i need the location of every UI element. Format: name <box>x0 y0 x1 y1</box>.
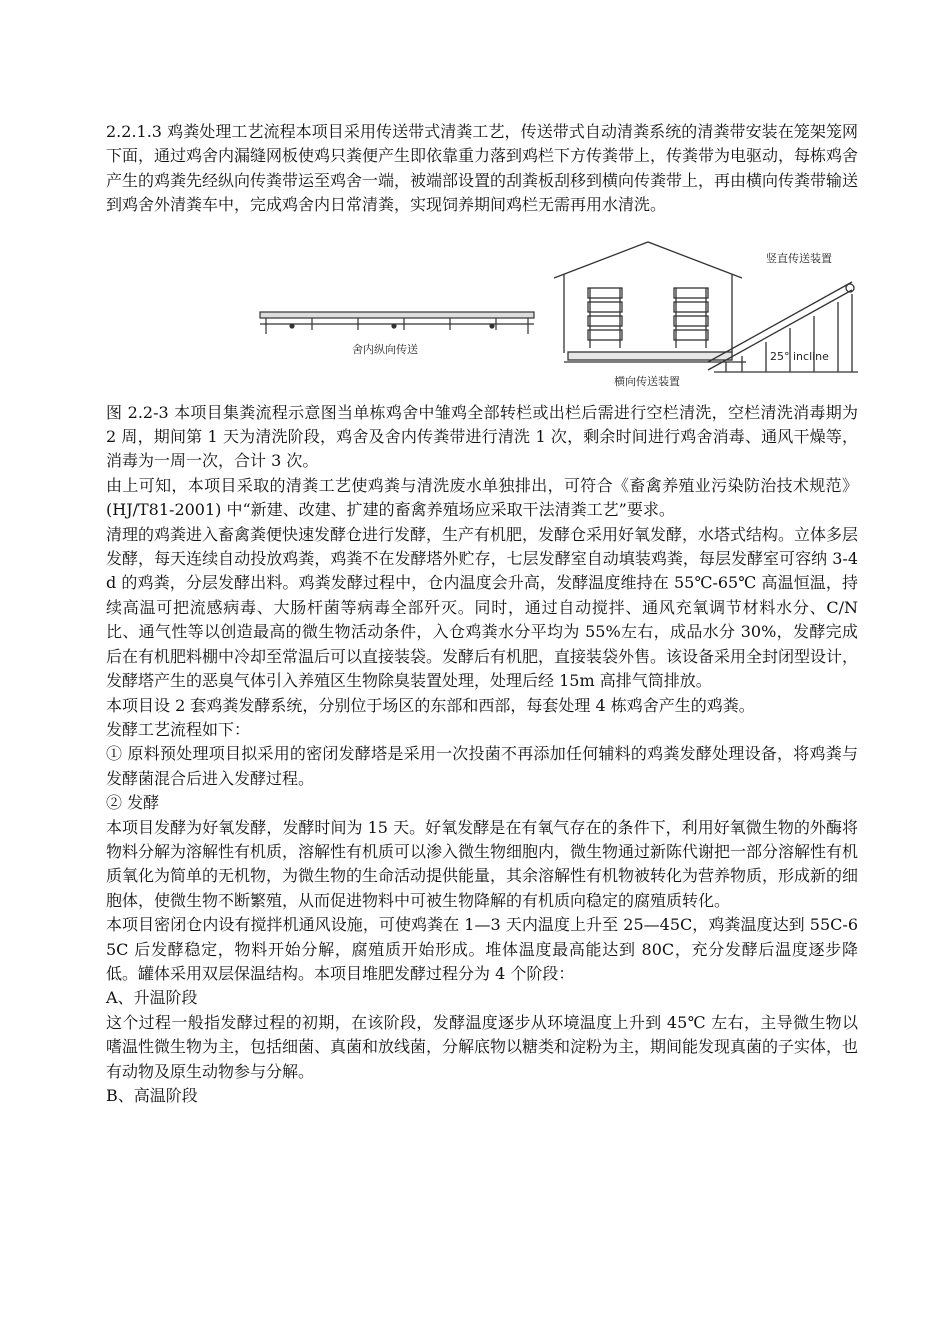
label-vertical-conveyor: 竖直传送装置 <box>766 251 832 265</box>
chicken-house <box>554 242 746 362</box>
section-heading: A、升温阶段 <box>106 988 198 1008</box>
body-paragraph: 本项目密闭仓内设有搅拌机通风设施，可使鸡粪在 1—3 天内温度上升至 25—45C，鸡粪温度达到 55C-65C 后发酵稳定，物料开始分解，腐殖质开始形成。堆体温度最高能达到 80C，充分发酵后温度逐步降低。罐体采用双层保温结构。本项目堆肥发酵过程分为 4 个阶段： <box>106 915 858 983</box>
manure-conveyor-diagram <box>106 238 858 393</box>
label-longitudinal-conveyor: 舍内纵向传送 <box>352 342 418 356</box>
body-paragraph: 发酵工艺流程如下： <box>106 719 251 739</box>
label-transverse-conveyor: 横向传送装置 <box>614 374 680 388</box>
body-paragraph: 本项目设 2 套鸡粪发酵系统，分别位于场区的东部和西部，每套处理 4 栋鸡舍产生的鸡粪。 <box>106 695 755 715</box>
conveyor-diagram-graphic <box>106 238 858 393</box>
section-intro-paragraph: 2.2.1.3 鸡粪处理工艺流程本项目采用传送带式清粪工艺，传送带式自动清粪系统的清粪带安装在笼架笼网下面，通过鸡舍内漏缝网板使鸡只粪便产生即依靠重力落到鸡栏下方传粪带上，传粪带为电驱动，每栋鸡舍产生的鸡粪先经纵向传粪带运至鸡舍一端，被端部设置的刮粪板刮移到横向传粪带上，再由横向传粪带输送到鸡舍外清粪车中，完成鸡舍内日常清粪，实现饲养期间鸡栏无需再用水清洗。 <box>106 122 859 215</box>
body-paragraph: ① 原料预处理项目拟采用的密闭发酵塔是采用一次投菌不再添加任何辅料的鸡粪发酵处理设备，将鸡粪与发酵菌混合后进入发酵过程。 <box>106 744 858 788</box>
body-paragraph: ② 发酵 <box>106 793 160 813</box>
body-paragraph: 清理的鸡粪进入畜禽粪便快速发酵仓进行发酵，生产有机肥，发酵仓采用好氧发酵，水塔式结构。立体多层发酵，每天连续自动投放鸡粪，鸡粪不在发酵塔外贮存，七层发酵室自动填装鸡粪，每层发酵室可容纳 3-4d 的鸡粪，分层发酵出料。鸡粪发酵过程中，仓内温度会升高，发酵温度维持在 55℃-65℃ 高温恒温，持续高温可把流感病毒、大肠杆菌等病毒全部歼灭。同时，通过自动搅拌、通风充氧调节材料水分、C/N 比、通气性等以创造最高的微生物活动条件，入仓鸡粪水分平均为 55%左右，成品水分 30%，发酵完成后在有机肥料棚中冷却至常温后可以直接装袋。发酵后有机肥，直接装袋外售。该设备采用全封闭型设计，发酵塔产生的恶臭气体引入养殖区生物除臭装置处理，处理后经 15m 高排气筒排放。 <box>106 524 859 691</box>
body-paragraph: 本项目发酵为好氧发酵，发酵时间为 15 天。好氧发酵是在有氧气存在的条件下，利用好氧微生物的外酶将物料分解为溶解性有机质，溶解性有机质可以渗入微生物细胞内，微生物通过新陈代谢把一部分溶解性有机质氧化为简单的无机物，为微生物的生命活动提供能量，其余溶解性有机物被转化为营养物质，形成新的细胞体，使微生物不断繁殖，从而促进物料中可被生物降解的有机质向稳定的腐殖质转化。 <box>106 817 859 910</box>
document-page <box>106 120 858 1108</box>
section-heading: B、高温阶段 <box>106 1086 198 1105</box>
figure-caption-paragraph: 图 2.2-3 本项目集粪流程示意图当单栋鸡舍中雏鸡全部转栏或出栏后需进行空栏清洗，空栏清洗消毒期为 2 周，期间第 1 天为清洗阶段，鸡舍及舍内传粪带进行清洗 1 次，剩余时间进行鸡舍消毒、通风干燥等，消毒为一周一次，合计 3 次。 <box>106 402 858 471</box>
body-paragraph: 这个过程一般指发酵过程的初期，在该阶段，发酵温度逐步从环境温度上升到 45℃ 左右，主导微生物以嗜温性微生物为主，包括细菌、真菌和放线菌，分解底物以糖类和淀粉为主，期间能发现真菌的子实体，也有动物及原生动物参与分解。 <box>106 1012 859 1081</box>
longitudinal-conveyor <box>260 312 534 334</box>
body-paragraph: 由上可知，本项目采取的清粪工艺使鸡粪与清洗废水单独排出，可符合《畜禽养殖业污染防治技术规范》(HJ/T81-2001) 中“新建、改建、扩建的畜禽养殖场应采取干法清粪工艺”要求。 <box>106 475 858 520</box>
label-incline-angle: 25° incline <box>770 349 829 363</box>
